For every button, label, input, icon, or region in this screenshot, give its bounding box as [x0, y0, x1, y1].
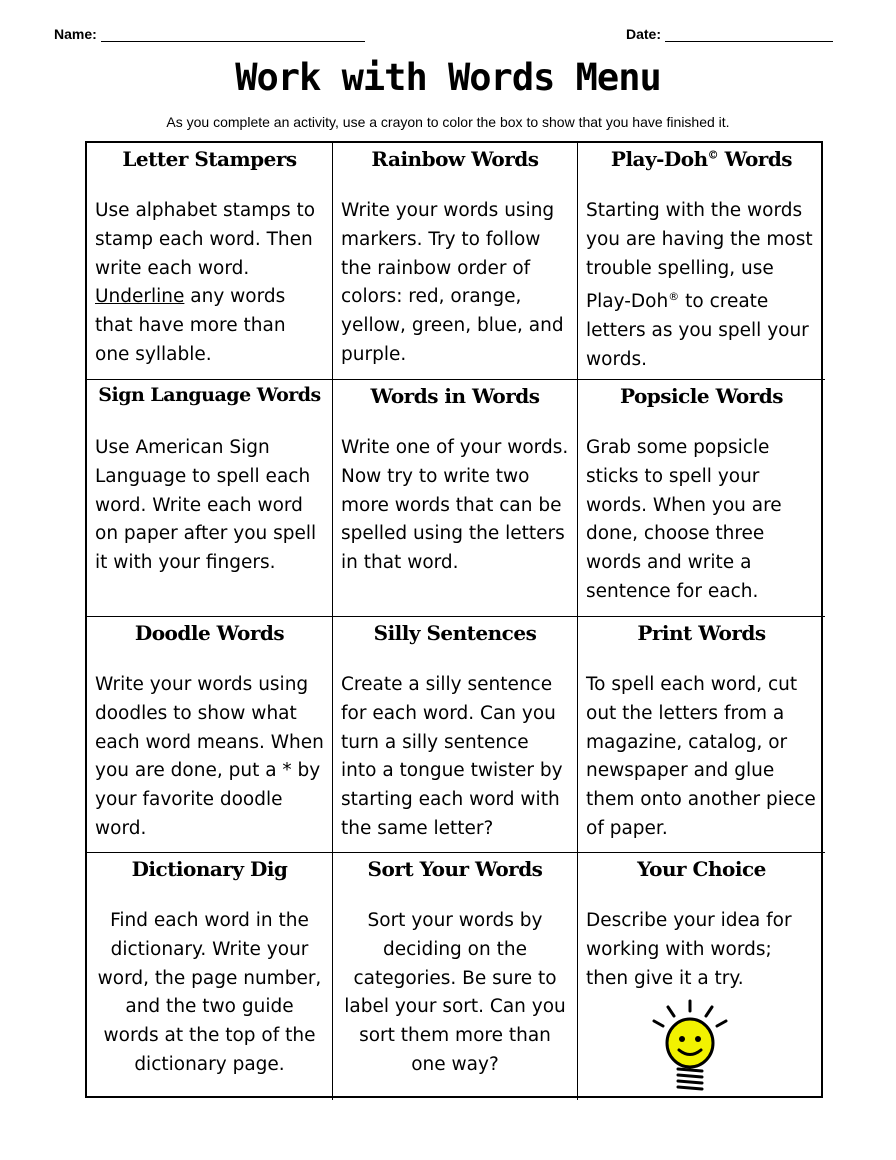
instructions: As you complete an activity, use a crayon to color the box to show that you have finished it.	[166, 114, 730, 130]
activity-title: Words in Words	[370, 384, 540, 408]
lightbulb-icon	[650, 999, 730, 1094]
activity-cell-print-words[interactable]	[578, 617, 825, 853]
activity-description: Find each word in the dictionary. Write your word, the page number, and the two guide words at the top of the dictionary page.	[97, 910, 322, 1075]
activity-description: To spell each word, cut out the letters from a magazine, catalog, or newspaper and glue them onto another piece of paper.	[586, 674, 816, 839]
activity-description: Grab some popsicle sticks to spell your words. When you are done, choose three words and write a sentence for each.	[586, 437, 782, 602]
name-blank-line[interactable]	[101, 27, 365, 42]
activity-title: Doodle Words	[134, 621, 285, 645]
activity-description: Create a silly sentence for each word. Can you turn a silly sentence into a tongue twister by starting each word with the same letter?	[341, 674, 563, 839]
activity-cell-sort-your-words[interactable]	[333, 853, 578, 1100]
activity-title: Letter Stampers	[122, 147, 297, 171]
page-title: Work with Words Menu	[235, 56, 661, 99]
activity-title: Play-Doh© Words	[610, 147, 793, 171]
date-blank-line[interactable]	[665, 27, 833, 42]
registered-symbol: ®	[668, 290, 680, 304]
date-label: Date:	[626, 26, 662, 42]
activity-description: Describe your idea for working with words; then give it a try.	[586, 910, 792, 989]
underlined-word: Underline	[95, 286, 185, 308]
activity-cell-popsicle-words[interactable]	[578, 380, 825, 617]
activity-title: Sort Your Words	[367, 857, 543, 881]
activity-cell-sign-language-words[interactable]	[87, 380, 333, 617]
activity-cell-words-in-words[interactable]	[333, 380, 578, 617]
name-label: Name:	[54, 26, 97, 42]
activity-description: Write one of your words. Now try to write two more words that can be spelled using the letters in that word.	[341, 437, 569, 574]
activity-description: Sort your words by deciding on the categories. Be sure to label your sort. Can you sort them more than one way?	[344, 910, 566, 1075]
activity-cell-your-choice[interactable]	[578, 853, 825, 1100]
date-field[interactable]	[626, 26, 833, 42]
activity-cell-dictionary-dig[interactable]	[87, 853, 333, 1100]
copyright-symbol: ©	[707, 148, 719, 162]
activity-title: Silly Sentences	[373, 621, 537, 645]
name-field[interactable]	[54, 26, 365, 42]
activity-description: Use American Sign Language to spell each word. Write each word on paper after you spell it with your fingers.	[95, 437, 317, 574]
activity-title: Popsicle Words	[619, 384, 784, 408]
activity-cell-rainbow-words[interactable]	[333, 143, 578, 380]
activity-title: Rainbow Words	[371, 147, 539, 171]
activity-menu-grid	[85, 141, 823, 1098]
activity-description: Use alphabet stamps to stamp each word. Then write each word. Underline any words that have more than one syllable.	[95, 200, 316, 365]
activity-cell-doodle-words[interactable]	[87, 617, 333, 853]
activity-description: Starting with the words you are having the most trouble spelling, use Play-Doh® to create letters as you spell your words.	[586, 200, 813, 371]
activity-title: Print Words	[637, 621, 766, 645]
activity-cell-silly-sentences[interactable]	[333, 617, 578, 853]
activity-title: Sign Language Words	[98, 384, 321, 406]
activity-title: Your Choice	[637, 857, 766, 881]
activity-title: Dictionary Dig	[131, 857, 288, 881]
header	[54, 22, 836, 46]
activity-description: Write your words using doodles to show what each word means. When you are done, put a * by your favorite doodle word.	[95, 674, 324, 839]
activity-cell-letter-stampers[interactable]	[87, 143, 333, 380]
activity-description: Write your words using markers. Try to follow the rainbow order of colors: red, orange, yellow, green, blue, and purple.	[341, 200, 564, 365]
activity-cell-play-doh-words[interactable]	[578, 143, 825, 380]
